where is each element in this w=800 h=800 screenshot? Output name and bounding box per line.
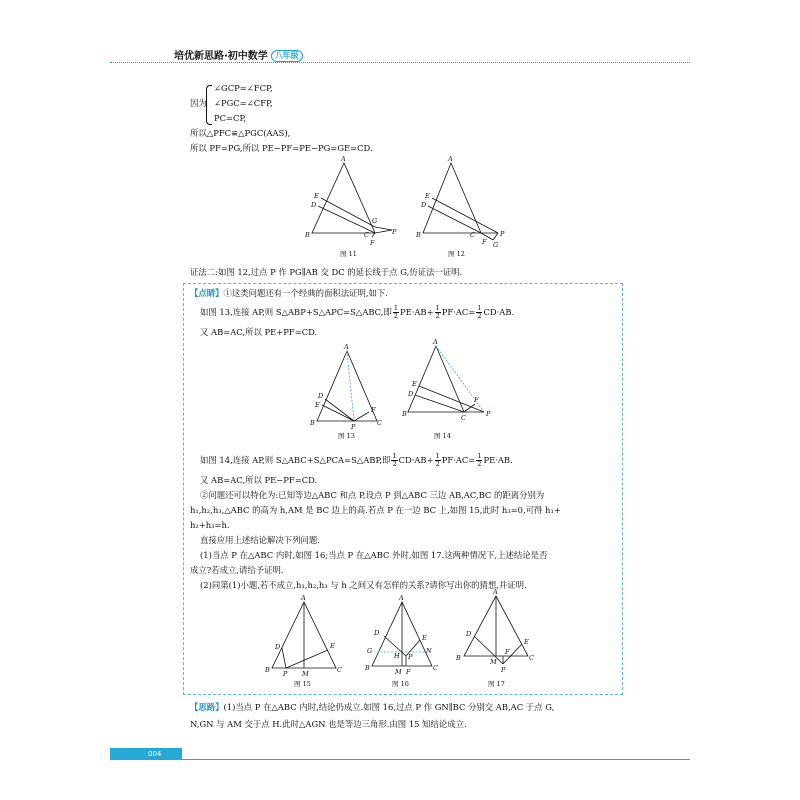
fig15-label-d: D xyxy=(275,643,281,651)
conclusion-line-1: 所以△PFC≌△PGC(AAS), xyxy=(190,128,291,138)
figure-17 xyxy=(452,588,542,691)
fig14-label-e: E xyxy=(412,380,417,388)
fig17-label-b: B xyxy=(456,654,461,662)
fig11-label-g: G xyxy=(372,217,378,225)
fig13-segment-pf xyxy=(354,412,369,421)
condition-3: PC=CP, xyxy=(214,113,247,123)
condition-1: ∠GCP=∠FCP, xyxy=(214,83,273,93)
fraction-half: $\frac{1}{2}$ xyxy=(393,304,398,320)
question-2: (2)同第(1)小题,若不成立,h₁,h₂,h₃ 与 h 之间又有怎样的关系?请你写出你的猜想,并证明. xyxy=(200,580,527,590)
fig13-label-d: D xyxy=(318,392,324,400)
fig12-label-a: A xyxy=(448,155,453,163)
fig15-label-c: C xyxy=(337,666,342,674)
question-1a: (1)当点 P 在△ABC 内时,如图 16;当点 P 在△ABC 外时,如图 17.这两种情况下,上述结论是否 xyxy=(200,550,548,560)
fig15-caption: 图 15 xyxy=(294,680,311,688)
question-1b: 成立?若成立,请给予证明. xyxy=(190,565,284,575)
fig12-label-d: D xyxy=(421,201,427,209)
note-apply: 直接应用上述结论解决下列问题. xyxy=(200,535,320,545)
fig12-segment-pg xyxy=(493,233,498,240)
page-header xyxy=(110,44,690,64)
fig17-label-e: E xyxy=(524,638,529,646)
figure-12 xyxy=(415,155,530,260)
grade-badge: 八年级 xyxy=(271,50,303,62)
fraction-half: $\frac{1}{2}$ xyxy=(477,304,482,320)
fig15-label-e: E xyxy=(330,642,335,650)
fig11-label-p: P xyxy=(392,228,397,236)
fig15-label-a: A xyxy=(301,594,306,602)
fig14-segment-dc xyxy=(415,395,464,412)
note-intro: 【点睛】①这类问题还有一个经典的面积法证明,如下. xyxy=(190,288,388,298)
fig14-label-d: D xyxy=(408,390,414,398)
fig11-label-c: C xyxy=(364,231,369,239)
fraction-half: $\frac{1}{2}$ xyxy=(477,452,482,468)
idea-line-1: 【思路】(1)当点 P 在△ABC 内时,结论仍成立.如图 16,过点 P 作 GN∥BC 分别交 AB,AC 于点 G, xyxy=(190,702,555,712)
fig12-label-g: G xyxy=(493,241,499,249)
fig15-label-m: M xyxy=(302,670,309,678)
condition-brace xyxy=(206,85,212,125)
condition-2: ∠PGC=∠CFP, xyxy=(214,98,273,108)
fig12-caption: 图 12 xyxy=(448,250,465,258)
fig16-label-m: M xyxy=(395,668,402,676)
fig16-label-h: H xyxy=(394,652,400,660)
note-conclusion-1: 又 AB=AC,所以 PE+PF=CD. xyxy=(200,327,318,337)
fig11-label-a: A xyxy=(341,155,346,163)
fig12-segment-ep xyxy=(432,198,498,233)
fig16-label-p: P xyxy=(408,653,413,661)
footer-rule xyxy=(182,759,690,760)
fig17-segment-pd xyxy=(474,636,503,664)
fig17-label-p: P xyxy=(501,666,506,674)
fraction-half: $\frac{1}{2}$ xyxy=(392,452,397,468)
area-equation-1: 如图 13,连接 AP,则 S△ABP+S△APC=S△ABC,即 $\frac{1}{2}$ PE·AB+ $\frac{1}{2}$ PF·AC= $\frac{1}{2}$ CD·AB. xyxy=(200,304,515,320)
idea-tag: 【思路】 xyxy=(190,702,224,712)
fig13-segment-ep xyxy=(322,405,354,421)
fig15-label-p: P xyxy=(283,670,288,678)
fig12-label-b: B xyxy=(416,231,421,239)
fig14-label-a: A xyxy=(433,338,438,346)
fig12-label-c: C xyxy=(470,231,475,239)
note-tag: 【点睛】 xyxy=(190,288,224,298)
fig14-label-p: P xyxy=(486,410,491,418)
fig16-label-a: A xyxy=(399,594,404,602)
fig17-label-m: M xyxy=(490,658,497,666)
fig16-label-f: F xyxy=(406,668,411,676)
proof-method-2: 证法二:如图 12,过点 P 作 PG∥AB 交 DC 的延长线于点 G,仿证法一证明. xyxy=(190,267,463,277)
fig11-segment-cf xyxy=(372,233,375,237)
fig11-segment-gp xyxy=(375,227,392,230)
fig13-label-a: A xyxy=(344,343,349,351)
fig13-segment-dp xyxy=(325,399,354,421)
fig14-label-b: B xyxy=(402,410,407,418)
fig17-caption: 图 17 xyxy=(488,680,505,688)
fig11-segment-dc xyxy=(318,206,378,233)
fig11-label-d: D xyxy=(311,201,317,209)
fig12-triangle xyxy=(423,163,481,233)
fig11-caption: 图 11 xyxy=(340,250,357,258)
header-divider xyxy=(110,62,690,63)
fig12-label-e: E xyxy=(425,192,430,200)
fig12-label-f: F xyxy=(482,238,487,246)
fig11-segment-cp xyxy=(375,230,392,233)
fig13-segment-ap xyxy=(347,351,354,421)
fig16-label-e: E xyxy=(422,634,427,642)
fig13-label-f: F xyxy=(371,406,376,414)
page-number: 004 xyxy=(110,748,182,760)
fig13-caption: 图 13 xyxy=(338,432,355,440)
note-general-1: ②问题还可以特化为:已知等边△ABC 和点 P,设点 P 到△ABC 三边 AB,AC,BC 的距离分别为 xyxy=(200,490,545,500)
fig13-label-b: B xyxy=(310,419,315,427)
figure-15 xyxy=(262,596,347,691)
fig13-label-p: P xyxy=(351,423,356,431)
fig17-label-c: C xyxy=(529,654,534,662)
fig16-caption: 图 16 xyxy=(392,680,409,688)
fig13-label-e: E xyxy=(315,401,320,409)
figure-11 xyxy=(300,155,410,260)
idea-line-2: N,GN 与 AM 交于点 H.此时△AGN 也是等边三角形.由图 15 知结论成立. xyxy=(190,719,467,729)
fig11-label-b: B xyxy=(305,231,310,239)
fig16-label-c: C xyxy=(433,664,438,672)
area-equation-2: 如图 14,连接 AP,则 S△ABC+S△PCA=S△ABP,即 $\frac{1}{2}$ CD·AB+ $\frac{1}{2}$ PF·AC= $\frac{1}{2}$ PE·AB. xyxy=(200,452,513,468)
fig16-label-g: G xyxy=(367,647,373,655)
because-label: 因为 xyxy=(190,98,207,108)
figure-14 xyxy=(402,338,497,443)
fig17-label-a: A xyxy=(493,588,498,596)
fig16-label-n: N xyxy=(426,647,432,655)
book-title: 培优新思路·初中数学 八年级 xyxy=(174,47,303,62)
fig14-caption: 图 14 xyxy=(434,432,451,440)
note-general-2: h₁,h₂,h₃,△ABC 的高为 h,AM 是 BC 边上的高.若点 P 在一边 BC 上,如图 15,此时 h₃=0,可得 h₁+ xyxy=(190,505,561,515)
fig13-label-c: C xyxy=(377,419,382,427)
fig12-label-p: P xyxy=(500,230,505,238)
fig15-label-b: B xyxy=(265,666,270,674)
fig11-segment-ep xyxy=(321,198,378,227)
figure-16 xyxy=(362,596,447,691)
fig11-label-f: F xyxy=(370,239,375,247)
fig11-label-e: E xyxy=(314,192,319,200)
figure-13 xyxy=(305,343,390,443)
fraction-half: $\frac{1}{2}$ xyxy=(435,304,440,320)
conclusion-line-2: 所以 PF=PG,所以 PE−PF=PE−PG=GE=CD. xyxy=(190,143,373,153)
note-general-3: h₂+h₃=h. xyxy=(190,520,230,530)
fig14-label-f: F xyxy=(474,396,479,404)
fig17-label-d: D xyxy=(466,630,472,638)
fig16-label-b: B xyxy=(365,664,370,672)
fig16-label-d: D xyxy=(374,629,380,637)
fig15-segment-pe xyxy=(286,650,328,668)
note-conclusion-2: 又 AB=AC,所以 PE−PF=CD. xyxy=(200,475,318,485)
fig13-triangle xyxy=(317,351,377,421)
fig15-segment-pd xyxy=(282,648,286,668)
fraction-half: $\frac{1}{2}$ xyxy=(435,452,440,468)
fig17-label-f: F xyxy=(505,648,510,656)
fig14-label-c: C xyxy=(461,414,466,422)
